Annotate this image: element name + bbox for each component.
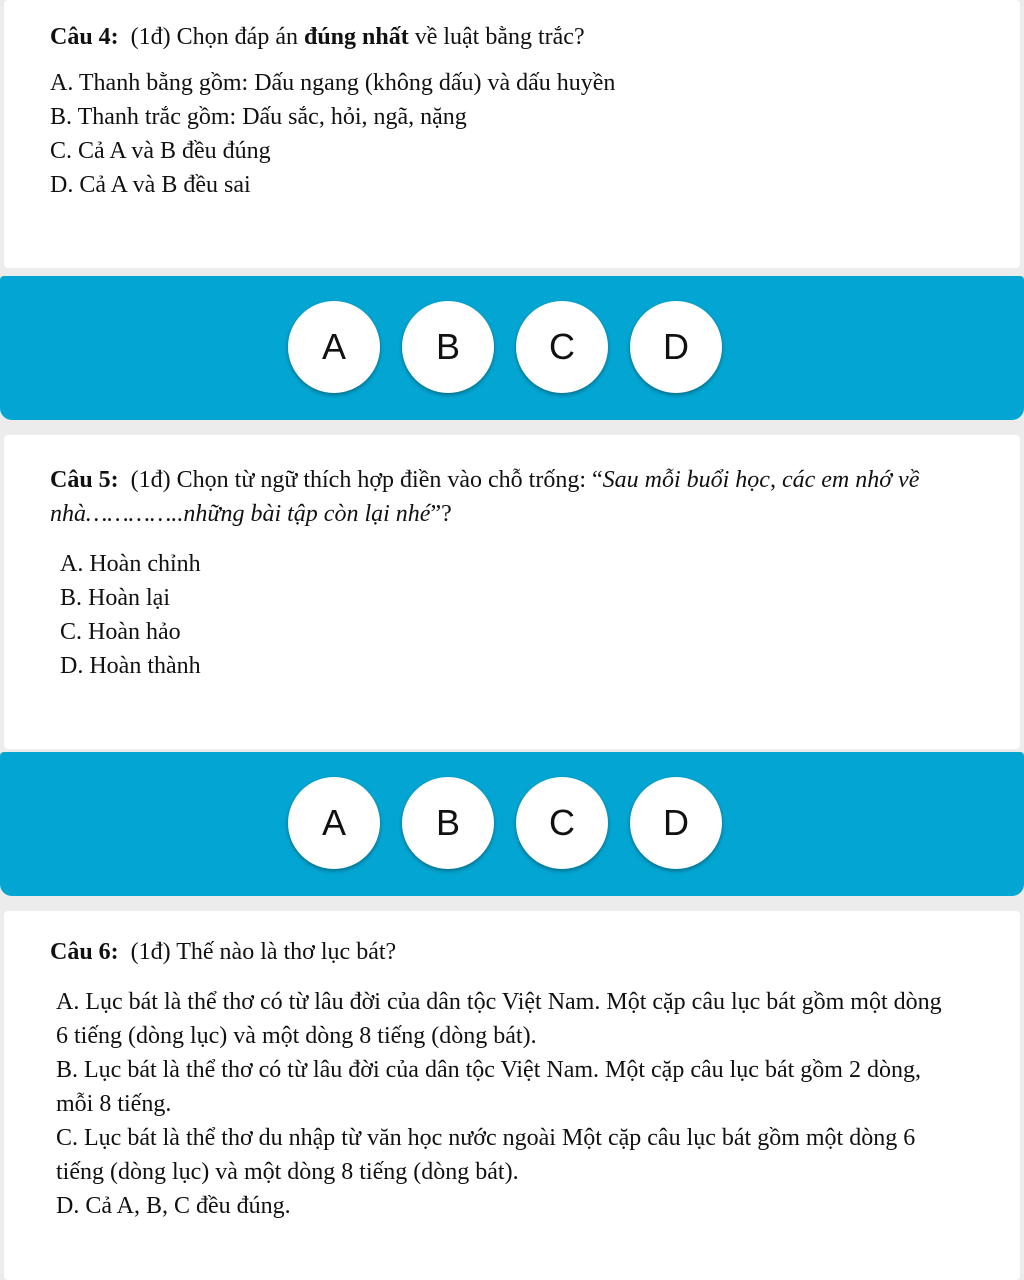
answer-bar-4 <box>0 276 1024 420</box>
question-5-title <box>50 463 960 531</box>
option-c: C. Hoàn hảo <box>60 619 181 645</box>
q-text: (1đ) Chọn từ ngữ thích hợp điền vào chỗ trống: “ <box>130 467 603 493</box>
option-a: A. Hoàn chỉnh <box>60 551 201 577</box>
q-text: về luật bằng trắc? <box>408 24 585 50</box>
answer-d-button[interactable]: D <box>630 301 722 393</box>
option-a: A. Thanh bằng gồm: Dấu ngang (không dấu) và dấu huyền <box>50 70 616 96</box>
q-label: Câu 5: <box>50 467 119 493</box>
q-quote: Sau mỗi buổi học, các em nhớ về nhà…………..những bài tập còn lại nhé <box>50 467 920 527</box>
question-5-card <box>4 435 1020 749</box>
q-label: Câu 6: <box>50 939 119 965</box>
q-text: (1đ) Chọn đáp án <box>130 24 304 50</box>
option-d: D. Cả A, B, C đều đúng. <box>56 1193 291 1219</box>
question-4-card <box>4 0 1020 268</box>
option-b: B. Hoàn lại <box>60 585 170 611</box>
option-d: D. Hoàn thành <box>60 653 201 679</box>
option-b: B. Lục bát là thể thơ có từ lâu đời của dân tộc Việt Nam. Một cặp câu lục bát gồm 2 dòng, mỗi 8 tiếng. <box>56 1057 921 1117</box>
option-d: D. Cả A và B đều sai <box>50 172 251 198</box>
answer-a-button[interactable]: A <box>288 777 380 869</box>
question-6-card <box>4 911 1020 1280</box>
answer-a-button[interactable]: A <box>288 301 380 393</box>
option-b: B. Thanh trắc gồm: Dấu sắc, hỏi, ngã, nặng <box>50 104 467 130</box>
answer-bar-5 <box>0 752 1024 896</box>
question-6-title <box>50 935 396 969</box>
q-text: (1đ) Thế nào là thơ lục bát? <box>130 939 397 965</box>
option-c: C. Lục bát là thể thơ du nhập từ văn học nước ngoài Một cặp câu lục bát gồm một dòng 6 tiếng (dòng lục) và một dòng 8 tiếng (dòng bát). <box>56 1125 916 1185</box>
q-text: ”? <box>430 501 452 527</box>
answer-c-button[interactable]: C <box>516 777 608 869</box>
option-c: C. Cả A và B đều đúng <box>50 138 271 164</box>
answer-c-button[interactable]: C <box>516 301 608 393</box>
answer-b-button[interactable]: B <box>402 301 494 393</box>
answer-b-button[interactable]: B <box>402 777 494 869</box>
q-bold: đúng nhất <box>303 24 409 50</box>
option-a: A. Lục bát là thể thơ có từ lâu đời của dân tộc Việt Nam. Một cặp câu lục bát gồm một dòng 6 tiếng (dòng lục) và một dòng 8 tiếng (dòng bát). <box>56 989 942 1049</box>
question-4-title <box>50 20 585 54</box>
q-label: Câu 4: <box>50 24 119 50</box>
answer-d-button[interactable]: D <box>630 777 722 869</box>
